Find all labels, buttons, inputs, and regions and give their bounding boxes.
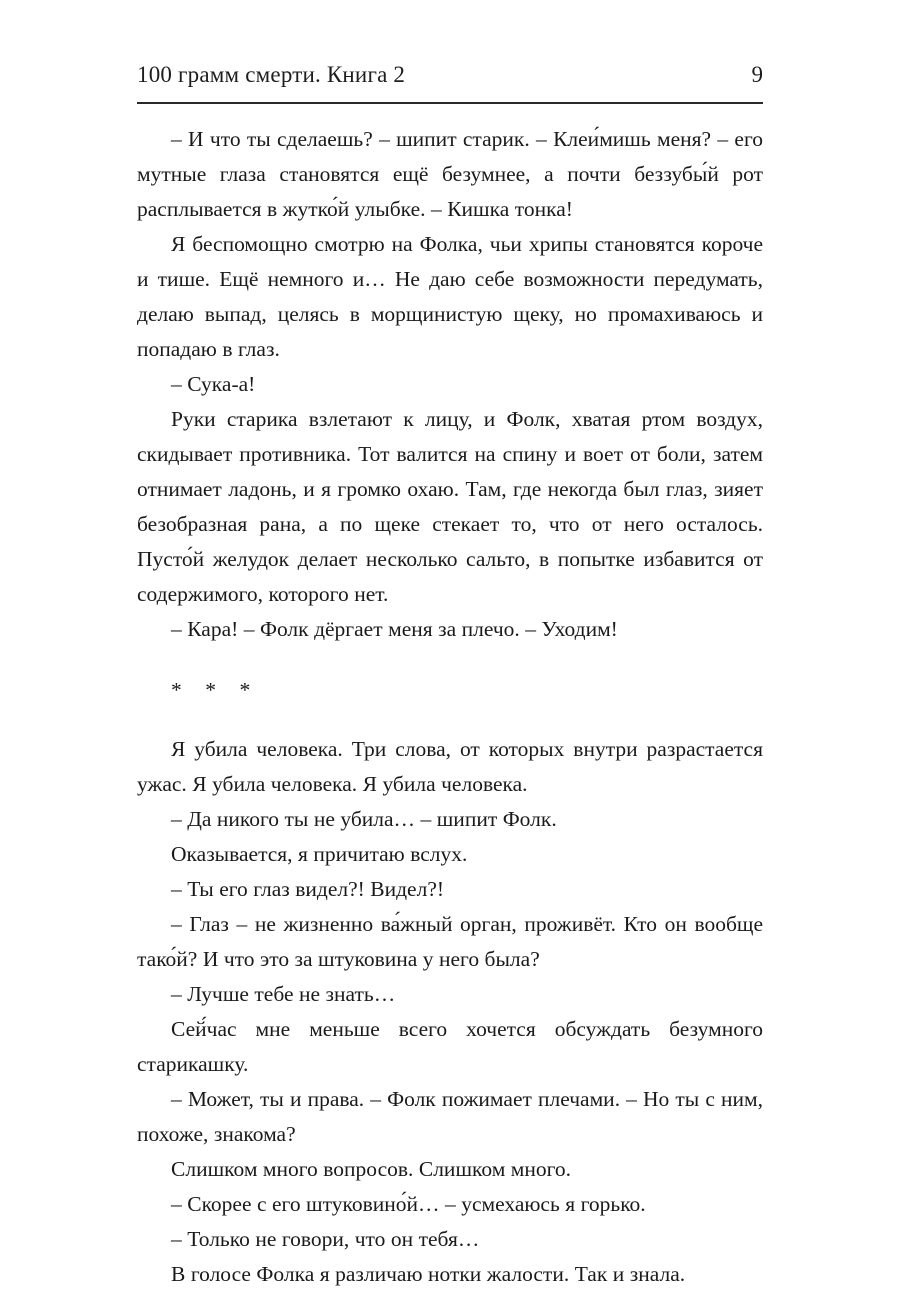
page-header [137,62,763,88]
paragraph: Сей́час мне меньше всего хочется обсуждать безумного старикашку. [137,1017,763,1076]
paragraph: – Может, ты и права. – Фолк пожимает плечами. – Но ты с ним, похоже, знакома? [137,1087,763,1146]
scene-break-separator: * * * [171,678,260,702]
paragraph: Я убила человека. Три слова, от которых внутри разрастается ужас. Я убила человека. Я убила человека. [137,737,763,796]
paragraph: – Скорее с его штуковино́й… – усмехаюсь я горько. [171,1192,646,1216]
paragraph: Слишком много вопросов. Слишком много. [171,1157,572,1181]
paragraph: – Да никого ты не убила… – шипит Фолк. [171,807,557,831]
running-title: 100 грамм смерти. Книга 2 [137,62,406,87]
body-text-block [137,122,763,1292]
paragraph: Я беспомощно смотрю на Фолка, чьи хрипы становятся короче и тише. Ещё немного и… Не даю себе возможности передумать, делаю выпад, целясь в морщинистую щеку, но промахиваюсь и попадаю в глаз. [137,232,763,361]
paragraph: – Ты его глаз видел?! Видел?! [171,877,445,901]
paragraph: – Кара! – Фолк дёргает меня за плечо. – Уходим! [171,617,618,641]
paragraph: Оказывается, я причитаю вслух. [171,842,468,866]
paragraph: – И что ты сделаешь? – шипит старик. – Клеи́мишь меня? – его мутные глаза становятся ещё безумнее, а почти беззубы́й рот расплывается в жутко́й улыбке. – Кишка тонка! [137,127,763,221]
header-rule-divider [137,102,763,104]
paragraph: Руки старика взлетают к лицу, и Фолк, хватая ртом воздух, скидывает противника. Тот валится на спину и воет от боли, затем отнимает ладонь, и я громко охаю. Там, где некогда был глаз, зияет безобразная рана, а по щеке стекает то, что от него осталось. Пусто́й желудок делает несколько сальто, в попытке избавится от содержимого, которого нет. [137,407,763,606]
paragraph: – Лучше тебе не знать… [171,982,396,1006]
page-number: 9 [751,62,763,87]
paragraph: – Глаз – не жизненно ва́жный орган, проживёт. Кто он вообще тако́й? И что это за штуковина у него была? [137,912,763,971]
paragraph: – Сука-а! [171,372,256,396]
paragraph: – Только не говори, что он тебя… [171,1227,480,1251]
paragraph: В голосе Фолка я различаю нотки жалости. Так и знала. [171,1262,686,1286]
